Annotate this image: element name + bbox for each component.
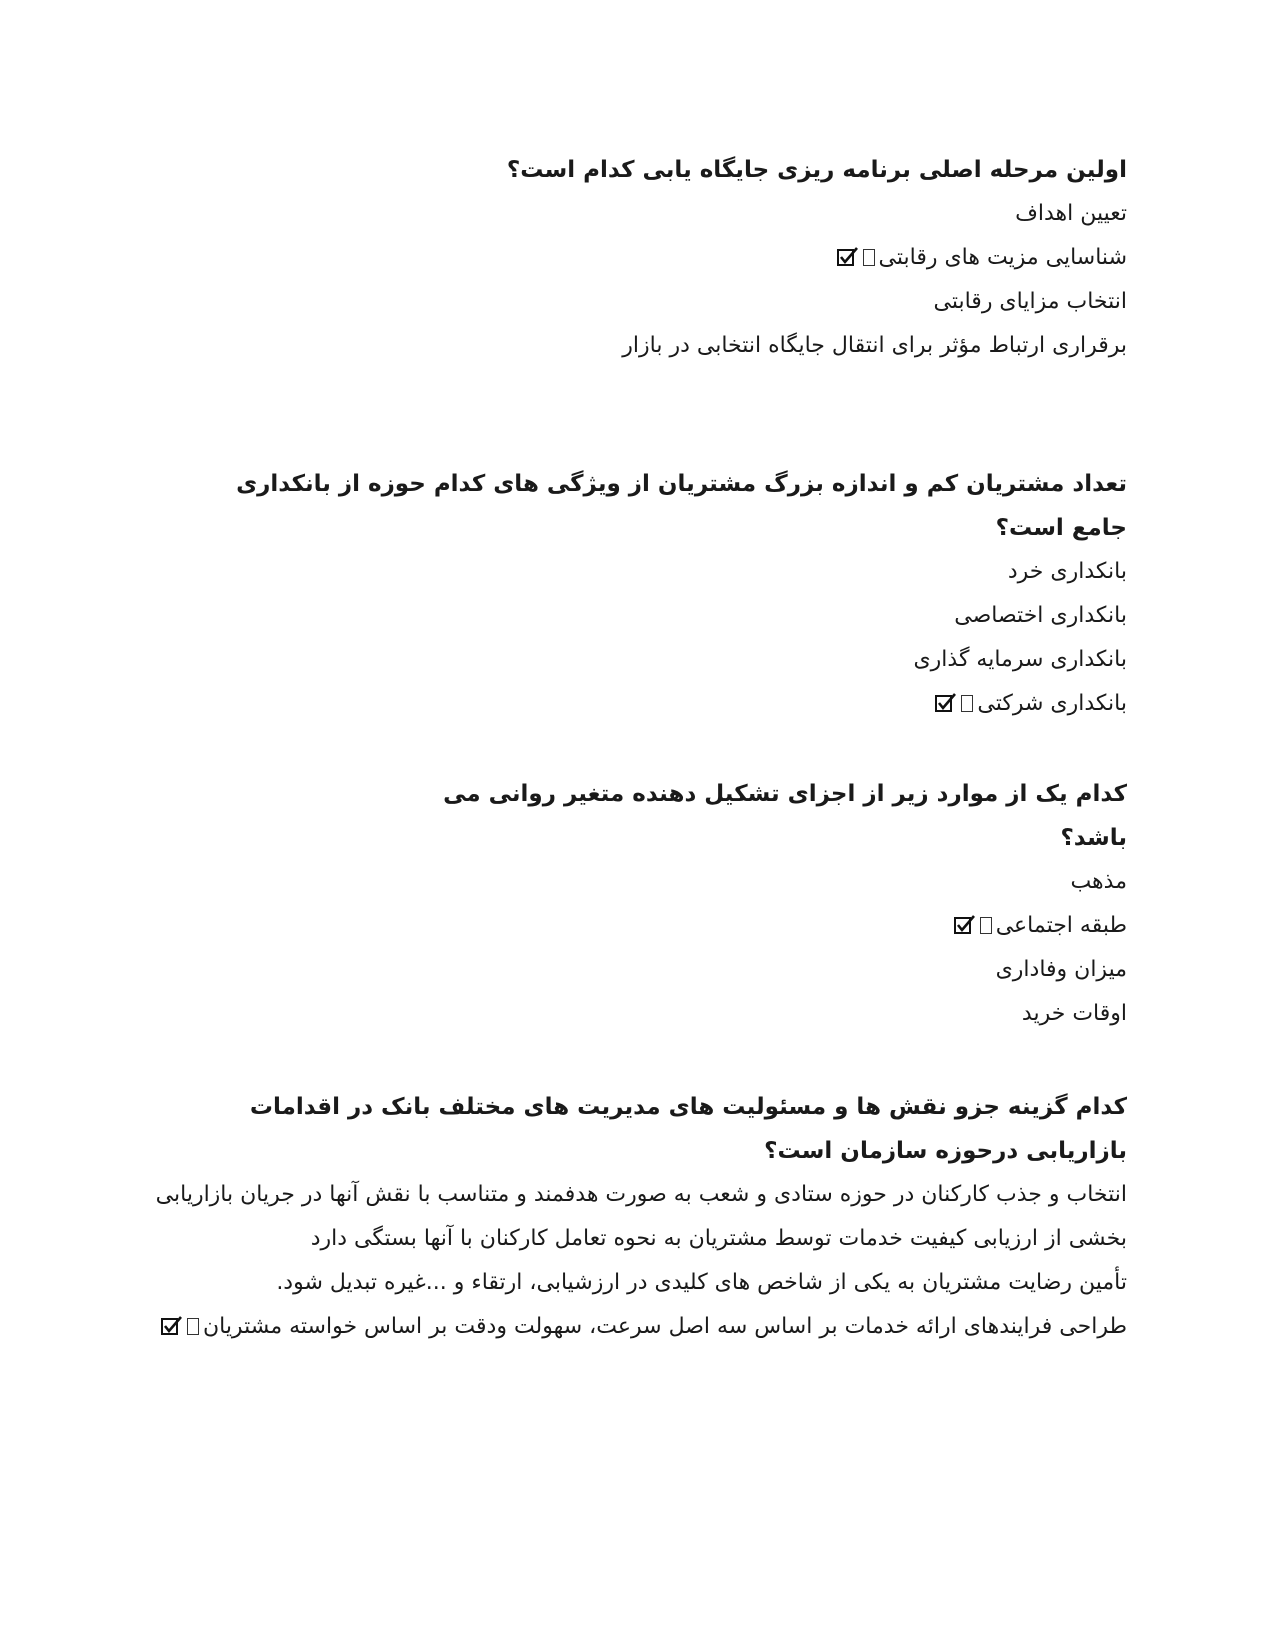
option-3-4 [407, 992, 1127, 1036]
option-2-1 [197, 550, 1127, 594]
option-text: طراحی فرایندهای ارائه خدمات بر اساس سه اصل سرعت، سهولت ودقت بر اساس خواسته مشتریان [202, 1314, 1127, 1339]
option-text: بانکداری شرکتی [977, 691, 1127, 716]
checked-box-icon [161, 1316, 183, 1336]
option-text: تعیین اهداف [1015, 201, 1127, 226]
option-1-1 [407, 192, 1127, 236]
option-2-2 [197, 594, 1127, 638]
option-text: انتخاب مزایای رقابتی [933, 289, 1127, 314]
missing-glyph-box-icon [863, 249, 875, 266]
missing-glyph-box-icon [961, 695, 973, 712]
option-3-2 [407, 904, 1127, 948]
option-1-4 [407, 324, 1127, 368]
option-4-2 [147, 1217, 1127, 1261]
question-block-1 [407, 148, 1127, 368]
question-1-text: اولین مرحله اصلی برنامه ریزی جایگاه یابی کدام است؟ [506, 157, 1127, 183]
missing-glyph-box-icon [187, 1318, 199, 1335]
question-block-3 [407, 772, 1127, 1036]
answer-marker [837, 236, 875, 280]
option-3-1 [407, 860, 1127, 904]
answer-marker [935, 682, 973, 726]
option-4-1 [147, 1173, 1127, 1217]
option-3-3 [407, 948, 1127, 992]
option-text: اوقات خرید [1021, 1001, 1127, 1026]
option-4-3 [147, 1261, 1127, 1305]
question-2-options [197, 550, 1127, 726]
question-4-text: کدام گزینه جزو نقش ها و مسئولیت های مدیریت های مختلف بانک در اقدامات بازاریابی درحوزه سازمان است؟ [249, 1094, 1127, 1164]
option-4-4 [147, 1305, 1127, 1349]
option-text: تأمین رضایت مشتریان به یکی از شاخص های کلیدی در ارزشیابی، ارتقاء و ...غیره تبدیل شود. [276, 1270, 1127, 1295]
question-2-text: تعداد مشتریان کم و اندازه بزرگ مشتریان از ویژگی های کدام حوزه از بانکداری جامع است؟ [236, 471, 1127, 541]
answer-marker [161, 1305, 199, 1349]
option-text: برقراری ارتباط مؤثر برای انتقال جایگاه انتخابی در بازار [622, 333, 1127, 358]
question-3-options [407, 860, 1127, 1036]
question-block-2 [197, 462, 1127, 726]
option-text: طبقه اجتماعی [995, 913, 1127, 938]
question-3-text: کدام یک از موارد زیر از اجزای تشکیل دهنده متغیر روانی می باشد؟ [443, 781, 1127, 851]
option-text: انتخاب و جذب کارکنان در حوزه ستادی و شعب به صورت هدفمند و متناسب با نقش آنها در جریان بازاریابی [155, 1182, 1127, 1207]
option-text: میزان وفاداری [995, 957, 1127, 982]
option-text: بانکداری خرد [1007, 559, 1127, 584]
question-block-4 [147, 1085, 1127, 1349]
option-1-3 [407, 280, 1127, 324]
checked-box-icon [954, 915, 976, 935]
option-text: بانکداری سرمایه گذاری [913, 647, 1127, 672]
missing-glyph-box-icon [980, 917, 992, 934]
option-2-3 [197, 638, 1127, 682]
option-text: مذهب [1070, 869, 1127, 894]
checked-box-icon [935, 693, 957, 713]
option-text: بخشی از ارزیابی کیفیت خدمات توسط مشتریان به نحوه تعامل کارکنان با آنها بستگی دارد [310, 1226, 1127, 1251]
option-2-4 [197, 682, 1127, 726]
option-text: بانکداری اختصاصی [954, 603, 1127, 628]
checked-box-icon [837, 247, 859, 267]
option-text: شناسایی مزیت های رقابتی [878, 245, 1127, 270]
question-4-options [147, 1173, 1127, 1349]
question-1-options [407, 192, 1127, 368]
option-1-2 [407, 236, 1127, 280]
answer-marker [954, 904, 992, 948]
